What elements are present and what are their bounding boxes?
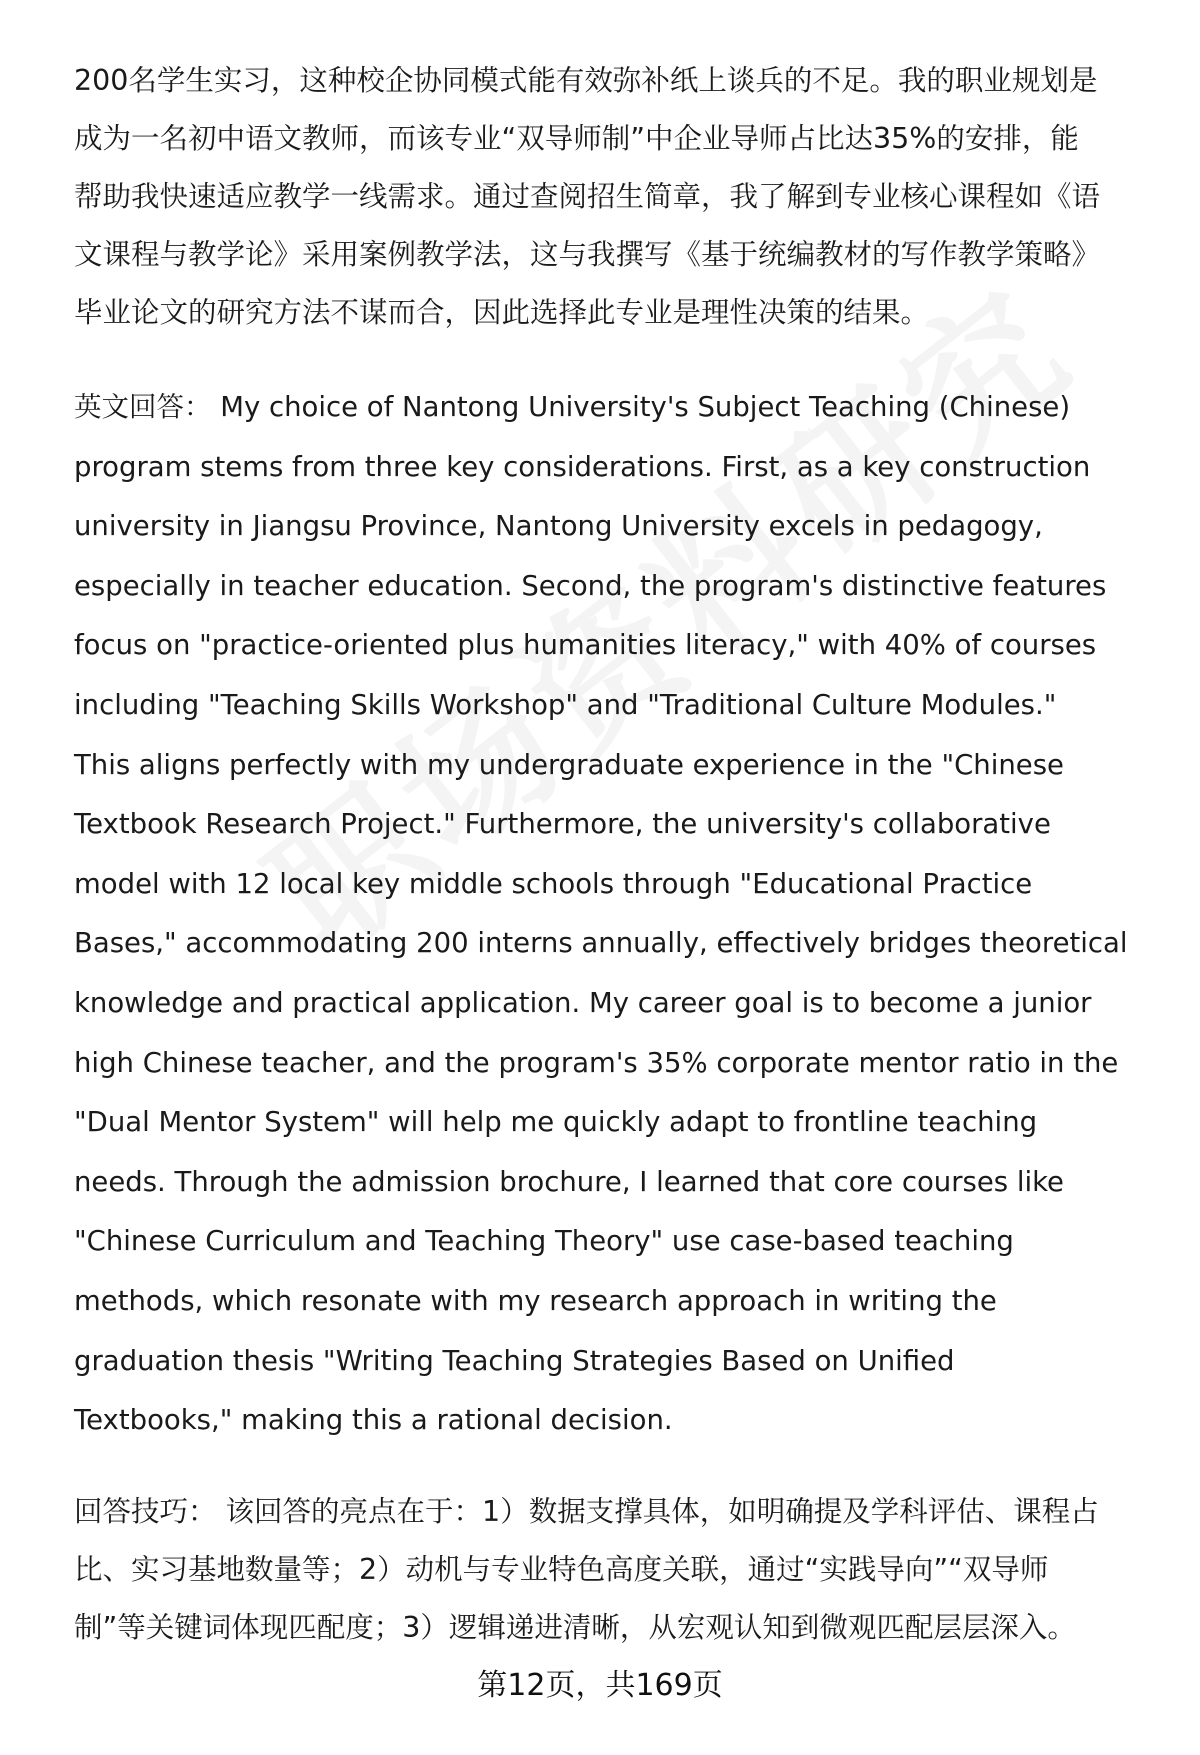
text-line: 制”等关键词体现匹配度；3）逻辑递进清晰，从宏观认知到微观匹配层层深入。: [74, 1611, 1076, 1644]
text-line: 回答技巧： 该回答的亮点在于：1）数据支撑具体，如明确提及学科评估、课程占: [74, 1495, 1099, 1528]
text-line: university in Jiangsu Province, Nantong University excels in pedagogy,: [74, 510, 1043, 543]
text-line: especially in teacher education. Second, the program's distinctive features: [74, 569, 1107, 602]
text-line: 帮助我快速适应教学一线需求。通过查阅招生简章，我了解到专业核心课程如《语: [74, 180, 1101, 213]
text-line: Textbooks," making this a rational decision.: [74, 1404, 673, 1437]
text-line: focus on "practice-oriented plus humanities literacy," with 40% of courses: [74, 629, 1097, 662]
text-line: model with 12 local key middle schools through "Educational Practice: [74, 867, 1033, 900]
text-line: graduation thesis "Writing Teaching Strategies Based on Unified: [74, 1344, 955, 1377]
answer-tips-paragraph: [74, 1483, 1156, 1657]
english-answer-paragraph: [74, 378, 1156, 1451]
text-line: "Chinese Curriculum and Teaching Theory" use case-based teaching: [74, 1225, 1014, 1258]
text-line: methods, which resonate with my research approach in writing the: [74, 1284, 997, 1317]
text-line: 比、实习基地数量等；2）动机与专业特色高度关联，通过“实践导向”“双导师: [74, 1553, 1049, 1586]
text-line: program stems from three key considerations. First, as a key construction: [74, 450, 1091, 483]
text-line: 文课程与教学论》采用案例教学法，这与我撰写《基于统编教材的写作教学策略》: [74, 238, 1101, 271]
text-line: Bases," accommodating 200 interns annually, effectively bridges theoretical: [74, 927, 1128, 960]
text-line: high Chinese teacher, and the program's 35% corporate mentor ratio in the: [74, 1046, 1119, 1079]
text-line: 200名学生实习，这种校企协同模式能有效弥补纸上谈兵的不足。我的职业规划是: [74, 64, 1098, 97]
text-line: "Dual Mentor System" will help me quickly adapt to frontline teaching: [74, 1106, 1038, 1139]
text-line: including "Teaching Skills Workshop" and "Traditional Culture Modules.": [74, 688, 1057, 721]
text-line: This aligns perfectly with my undergraduate experience in the "Chinese: [74, 748, 1064, 781]
text-line: needs. Through the admission brochure, I learned that core courses like: [74, 1165, 1064, 1198]
text-line: 毕业论文的研究方法不谋而合，因此选择此专业是理性决策的结果。: [74, 296, 930, 329]
text-line: knowledge and practical application. My career goal is to become a junior: [74, 986, 1092, 1019]
text-line: Textbook Research Project." Furthermore, the university's collaborative: [74, 808, 1051, 841]
page-number: 第12页，共169页: [477, 1668, 723, 1703]
chinese-answer-paragraph: [74, 52, 1156, 342]
text-line: 成为一名初中语文教师，而该专业“双导师制”中企业导师占比达35%的安排，能: [74, 122, 1079, 155]
text-line: 英文回答： My choice of Nantong University's Subject Teaching (Chinese): [74, 391, 1071, 423]
